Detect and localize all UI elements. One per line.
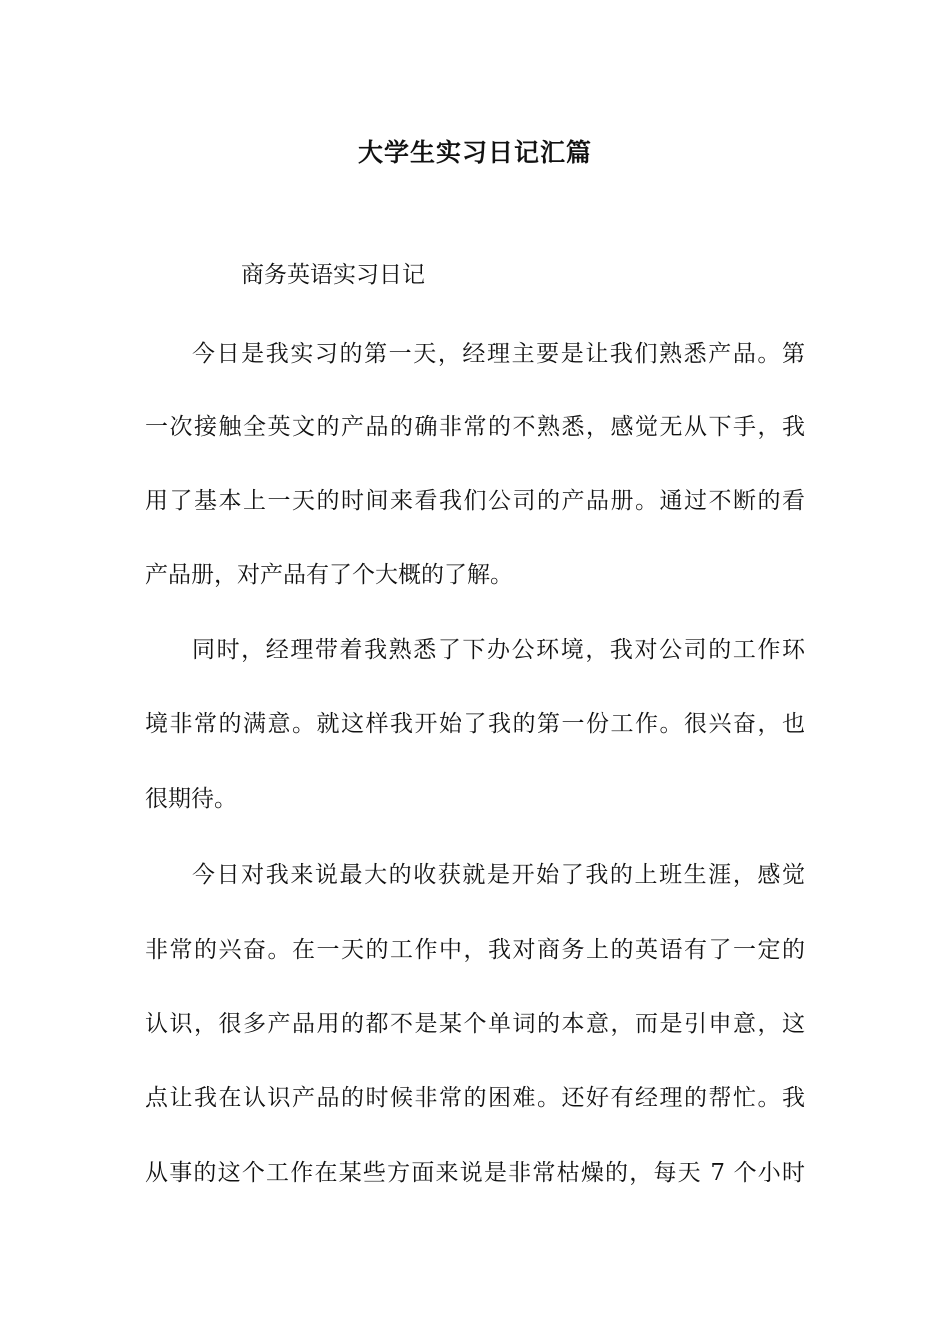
paragraph-line: 用了基本上一天的时间来看我们公司的产品册。通过不断的看 <box>145 488 805 514</box>
paragraph-line: 境非常的满意。就这样我开始了我的第一份工作。很兴奋，也 <box>145 711 805 737</box>
document-subtitle: 商务英语实习日记 <box>241 262 425 288</box>
paragraph-line: 今日是我实习的第一天，经理主要是让我们熟悉产品。第 <box>192 341 805 367</box>
document-title: 大学生实习日记汇篇 <box>357 138 592 167</box>
paragraph-line: 点让我在认识产品的时候非常的困难。还好有经理的帮忙。我 <box>145 1085 805 1111</box>
paragraph-line: 从事的这个工作在某些方面来说是非常枯燥的，每天 7 个小时 <box>145 1160 805 1186</box>
paragraph-line: 今日对我来说最大的收获就是开始了我的上班生涯，感觉 <box>192 862 805 888</box>
paragraph-line: 同时，经理带着我熟悉了下办公环境，我对公司的工作环 <box>192 637 805 663</box>
paragraph-line: 非常的兴奋。在一天的工作中，我对商务上的英语有了一定的 <box>145 937 805 963</box>
paragraph-line: 产品册，对产品有了个大概的了解。 <box>145 562 513 588</box>
paragraph-line: 一次接触全英文的产品的确非常的不熟悉，感觉无从下手，我 <box>145 414 805 440</box>
paragraph-line: 很期待。 <box>145 786 237 812</box>
paragraph-line: 认识，很多产品用的都不是某个单词的本意，而是引申意，这 <box>145 1011 805 1037</box>
